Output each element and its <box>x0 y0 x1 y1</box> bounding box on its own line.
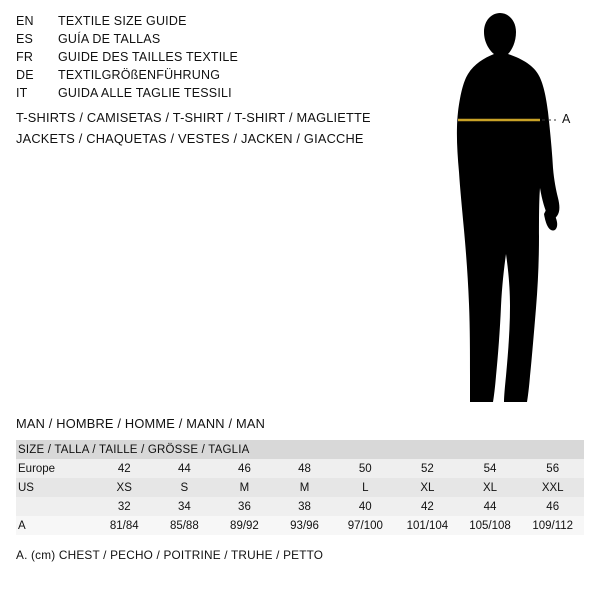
table-cell: 44 <box>459 497 522 516</box>
table-cell: XXL <box>521 478 584 497</box>
table-cell: XL <box>459 478 522 497</box>
table-cell: 32 <box>94 497 154 516</box>
row-label: A <box>16 516 94 535</box>
table-cell: 89/92 <box>214 516 274 535</box>
chest-marker-label: A <box>562 112 571 126</box>
table-cell: 46 <box>521 497 584 516</box>
language-code: ES <box>16 32 34 46</box>
table-row <box>16 497 584 516</box>
language-row <box>16 68 416 86</box>
category-tshirts: T-SHIRTS / CAMISETAS / T-SHIRT / T-SHIRT / MAGLIETTE <box>16 110 371 125</box>
table-row <box>16 516 584 535</box>
footnote-chest-measure: A. (cm) CHEST / PECHO / POITRINE / TRUHE / PETTO <box>16 548 324 562</box>
table-row <box>16 478 584 497</box>
table-cell: 93/96 <box>275 516 335 535</box>
language-code: IT <box>16 86 28 100</box>
table-cell: M <box>275 478 335 497</box>
table-cell: 105/108 <box>459 516 522 535</box>
table-cell: 81/84 <box>94 516 154 535</box>
language-code: FR <box>16 50 34 64</box>
table-row <box>16 459 584 478</box>
table-header-row <box>16 440 584 459</box>
table-cell: 85/88 <box>154 516 214 535</box>
language-text: GUIDA ALLE TAGLIE TESSILI <box>58 86 232 100</box>
table-cell: 46 <box>214 459 274 478</box>
language-code: EN <box>16 14 34 28</box>
table-cell: XL <box>396 478 459 497</box>
table-cell: 52 <box>396 459 459 478</box>
table-cell: 50 <box>335 459 396 478</box>
language-row <box>16 50 416 68</box>
table-cell: 54 <box>459 459 522 478</box>
section-header-man: MAN / HOMBRE / HOMME / MANN / MAN <box>16 416 266 431</box>
row-label <box>16 497 94 516</box>
table-cell: 42 <box>396 497 459 516</box>
table-cell: L <box>335 478 396 497</box>
language-code: DE <box>16 68 34 82</box>
table-cell: S <box>154 478 214 497</box>
table-cell: XS <box>94 478 154 497</box>
language-row <box>16 14 416 32</box>
table-header-label: SIZE / TALLA / TAILLE / GRÖSSE / TAGLIA <box>16 440 584 459</box>
table-cell: 109/112 <box>521 516 584 535</box>
language-list <box>16 14 416 104</box>
row-label: US <box>16 478 94 497</box>
table-cell: 101/104 <box>396 516 459 535</box>
table-cell: 42 <box>94 459 154 478</box>
table-cell: 36 <box>214 497 274 516</box>
category-jackets: JACKETS / CHAQUETAS / VESTES / JACKEN / GIACCHE <box>16 131 364 146</box>
table-cell: 56 <box>521 459 584 478</box>
table-cell: M <box>214 478 274 497</box>
language-row <box>16 86 416 104</box>
language-text: GUIDE DES TAILLES TEXTILE <box>58 50 239 64</box>
body-silhouette-illustration <box>400 10 600 410</box>
category-list <box>16 110 436 152</box>
size-table <box>16 440 584 535</box>
language-text: TEXTILGRÖßENFÜHRUNG <box>58 68 221 82</box>
table-cell: 40 <box>335 497 396 516</box>
male-silhouette-icon <box>400 10 600 410</box>
table-cell: 34 <box>154 497 214 516</box>
row-label: Europe <box>16 459 94 478</box>
table-cell: 97/100 <box>335 516 396 535</box>
table-cell: 44 <box>154 459 214 478</box>
language-row <box>16 32 416 50</box>
table-cell: 48 <box>275 459 335 478</box>
language-text: GUÍA DE TALLAS <box>58 32 161 46</box>
table-cell: 38 <box>275 497 335 516</box>
language-text: TEXTILE SIZE GUIDE <box>58 14 187 28</box>
